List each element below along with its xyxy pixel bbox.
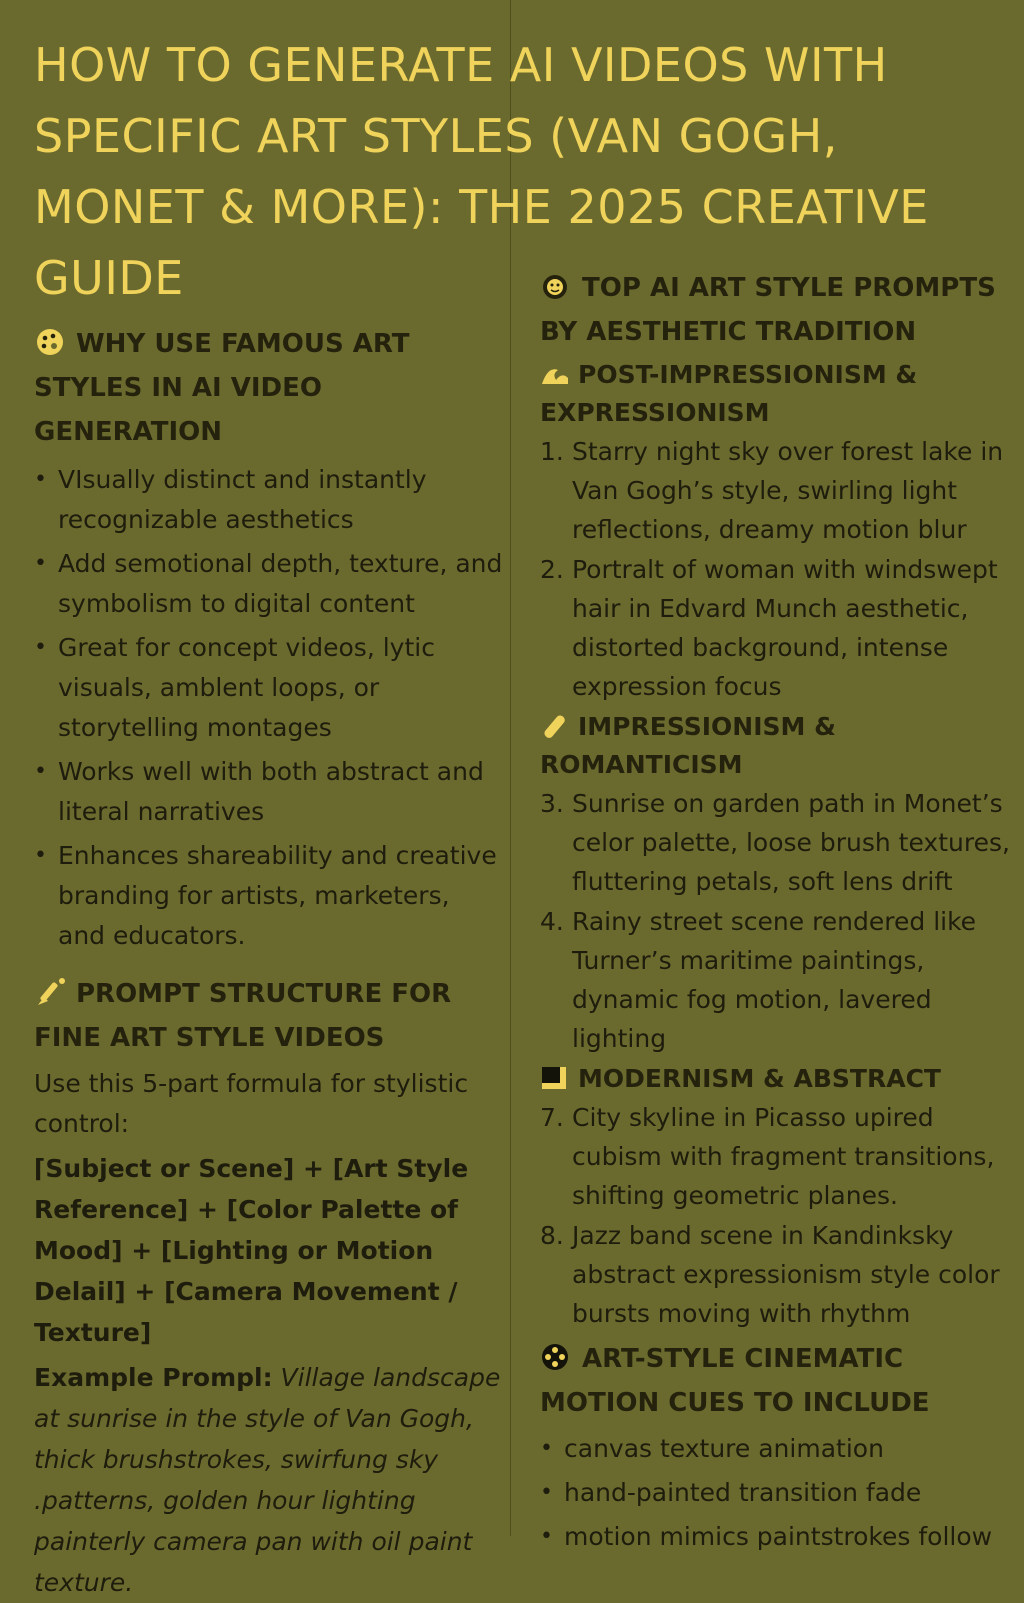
left-column bbox=[34, 322, 504, 1603]
item-text: Portralt of woman with windswept hair in Edvard Munch aesthetic, distorted background, intense expression focus bbox=[572, 555, 998, 701]
prompt-formula: ⌈Subject or Scene] + [Art Style Reference] + [Color Palette of Mood] + [Lighting or Motion Delail] + [Camera Movement / Texture] bbox=[34, 1154, 469, 1347]
paintbrush-icon bbox=[34, 977, 68, 1007]
section-heading-top-prompts-text: TOP AI ART STYLE PROMPTS BY AESTHETIC TRADITION bbox=[540, 273, 996, 347]
list-item: • Works well with both abstract and literal narratives bbox=[34, 752, 504, 832]
cinematic-bullet-list bbox=[540, 1429, 1016, 1557]
item-text: Jazz band scene in Kandinksky abstract expressionism style color bursts moving with rhythm bbox=[572, 1221, 1000, 1328]
post-impressionism-list bbox=[540, 432, 1016, 706]
square-icon bbox=[540, 1064, 570, 1094]
modernism-list bbox=[540, 1098, 1016, 1333]
formula-intro: Use this 5-part formula for stylistic control: bbox=[34, 1069, 469, 1138]
item-number: 7. bbox=[540, 1103, 564, 1132]
item-number: 3. bbox=[540, 789, 564, 818]
item-text: Rainy street scene rendered like Turner’s maritime paintings, dynamic fog motion, lavered lighting bbox=[572, 907, 977, 1053]
page-title: HOW TO GENERATE AI VIDEOS WITH SPECIFIC ART STYLES (VAN GOGH, MONET & MORE): THE 2025 CREATIVE GUIDE bbox=[34, 38, 929, 305]
example-prompt bbox=[34, 1357, 504, 1603]
right-column bbox=[540, 266, 1016, 1561]
section-heading-prompt-text: PROMPT STRUCTURE FOR FINE ART STYLE VIDEOS bbox=[34, 979, 452, 1053]
item-number: 8. bbox=[540, 1221, 564, 1250]
list-item: • Enhances shareability and creative branding for artists, marketers, and educators. bbox=[34, 836, 504, 956]
subheading-modernism bbox=[540, 1060, 1016, 1098]
list-item: • Add semotional depth, texture, and symbolism to digital content bbox=[34, 544, 504, 624]
item-number: 1. bbox=[540, 437, 564, 466]
section-heading-top-prompts bbox=[540, 266, 1016, 354]
list-item bbox=[540, 1216, 1016, 1333]
section-heading-prompt bbox=[34, 972, 504, 1060]
section-heading-why bbox=[34, 322, 504, 454]
item-number: 4. bbox=[540, 907, 564, 936]
brush-icon bbox=[540, 712, 570, 742]
item-text: Sunrise on garden path in Monet’s celor palette, loose brush textures, fluttering petals, soft lens drift bbox=[572, 789, 1010, 896]
subheading-impressionism-text: IMPRESSIONISM & ROMANTICISM bbox=[540, 712, 836, 779]
why-bullet-list bbox=[34, 460, 504, 956]
wave-icon bbox=[540, 360, 570, 390]
list-item: • hand-painted transition fade bbox=[540, 1473, 1016, 1513]
example-prompt-label: Example Prompl: bbox=[34, 1363, 273, 1392]
subheading-impressionism bbox=[540, 708, 1016, 784]
list-item: • VIsually distinct and instantly recognizable aesthetics bbox=[34, 460, 504, 540]
item-text: Starry night sky over forest lake in Van Gogh’s style, swirling light reflections, dreamy motion blur bbox=[572, 437, 1004, 544]
subheading-modernism-text: MODERNISM & ABSTRACT bbox=[578, 1064, 941, 1093]
list-item: • Great for concept videos, lytic visuals, amblent loops, or storytelling montages bbox=[34, 628, 504, 748]
subheading-post-impressionism bbox=[540, 356, 1016, 432]
impressionism-list bbox=[540, 784, 1016, 1058]
subheading-post-impressionism-text: POST-IMPRESSIONISM & EXPRESSIONISM bbox=[540, 360, 918, 427]
section-heading-cinematic-text: ART-STYLE CINEMATIC MOTION CUES TO INCLUDE bbox=[540, 1344, 930, 1418]
item-text: City skyline in Picasso upired cubism with fragment transitions, shifting geometric planes. bbox=[572, 1103, 995, 1210]
artist-icon bbox=[540, 271, 574, 301]
example-prompt-text: Village landscape at sunrise in the style of Van Gogh, thick brushstrokes, swirfung sky .patterns, golden hour lighting painterly camera pan with oil paint texture. bbox=[34, 1363, 501, 1597]
list-item bbox=[540, 1098, 1016, 1215]
list-item bbox=[540, 550, 1016, 706]
film-reel-icon bbox=[540, 1342, 574, 1372]
list-item: • motion mimics paintstrokes follow bbox=[540, 1517, 1016, 1557]
list-item: • canvas texture animation bbox=[540, 1429, 1016, 1469]
item-number: 2. bbox=[540, 555, 564, 584]
list-item bbox=[540, 902, 1016, 1058]
list-item bbox=[540, 784, 1016, 901]
section-heading-why-text: WHY USE FAMOUS ART STYLES IN AI VIDEO GENERATION bbox=[34, 329, 410, 447]
section-heading-cinematic bbox=[540, 1337, 1016, 1425]
list-item bbox=[540, 432, 1016, 549]
palette-icon bbox=[34, 327, 68, 357]
